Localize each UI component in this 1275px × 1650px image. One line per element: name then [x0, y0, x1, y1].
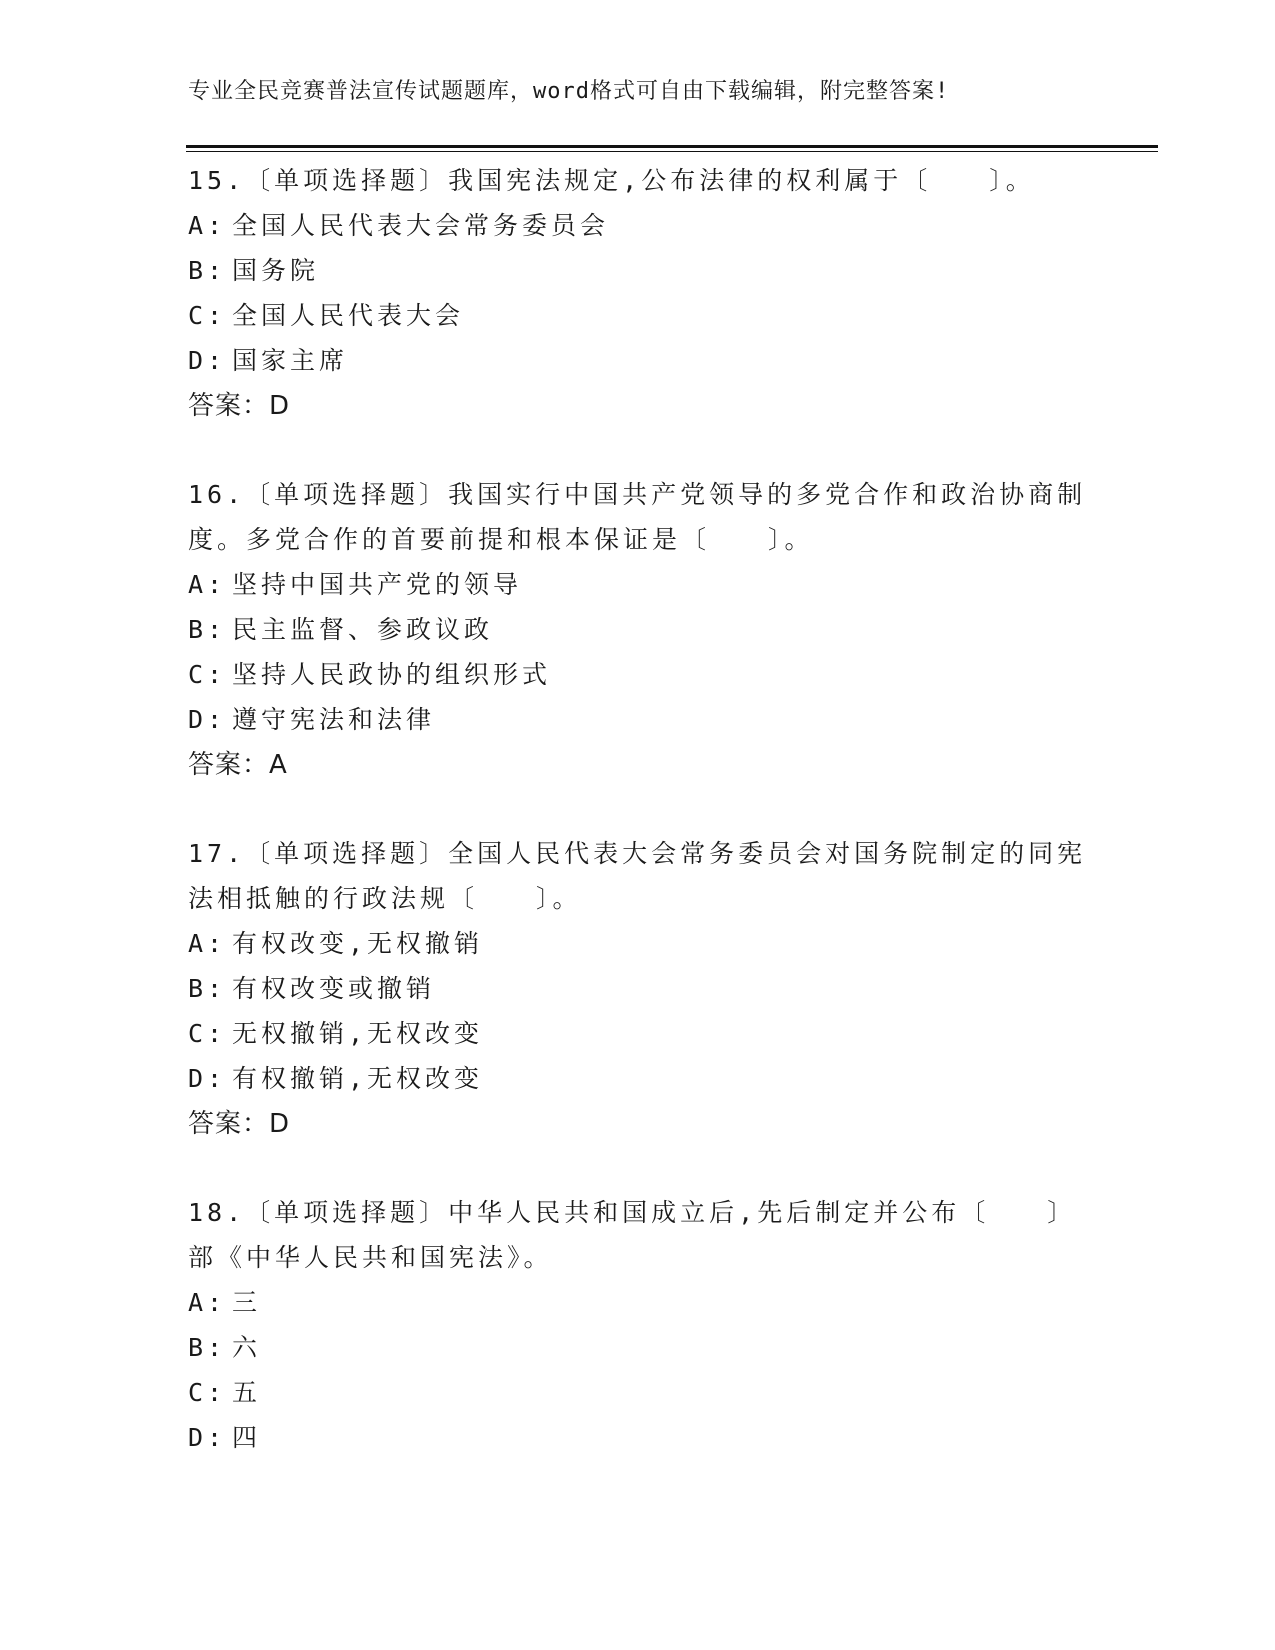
option-text: 无权撤销,无权改变 [232, 1019, 484, 1048]
question-stem: 15.〔单项选择题〕我国宪法规定,公布法律的权利属于〔 〕。 [188, 166, 1035, 195]
option-d [188, 1415, 1088, 1460]
option-a [188, 562, 1088, 607]
option-letter: A: [188, 570, 227, 599]
option-letter: C: [188, 660, 227, 689]
option-letter: D: [188, 1064, 227, 1093]
option-d [188, 697, 1088, 742]
page-header: 专业全民竞赛普法宣传试题题库，word格式可自由下载编辑，附完整答案! [188, 79, 950, 104]
option-c [188, 1011, 1088, 1056]
option-d [188, 1056, 1088, 1101]
option-letter: D: [188, 1423, 227, 1452]
option-letter: C: [188, 1378, 227, 1407]
question-16 [188, 472, 1088, 788]
option-text: 三 [232, 1288, 262, 1317]
question-stem: 16.〔单项选择题〕我国实行中国共产党领导的多党合作和政治协商制度。多党合作的首要前提和根本保证是〔 〕。 [188, 480, 1087, 554]
option-text: 全国人民代表大会 [232, 301, 465, 330]
option-text: 坚持人民政协的组织形式 [232, 660, 552, 689]
option-letter: C: [188, 1019, 227, 1048]
option-text: 六 [232, 1333, 262, 1362]
option-c [188, 1370, 1088, 1415]
option-text: 民主监督、参政议政 [232, 615, 494, 644]
option-letter: D: [188, 346, 227, 375]
option-c [188, 652, 1088, 697]
option-text: 全国人民代表大会常务委员会 [232, 211, 610, 240]
answer-line: 答案：D [188, 391, 291, 421]
question-stem: 17.〔单项选择题〕全国人民代表大会常务委员会对国务院制定的同宪法相抵触的行政法规〔 〕。 [188, 839, 1087, 913]
answer-line: 答案：D [188, 1109, 291, 1139]
option-text: 有权改变或撤销 [232, 974, 436, 1003]
option-text: 遵守宪法和法律 [232, 705, 436, 734]
option-b [188, 1325, 1088, 1370]
option-letter: A: [188, 929, 227, 958]
option-letter: C: [188, 301, 227, 330]
question-stem: 18.〔单项选择题〕中华人民共和国成立后,先后制定并公布〔 〕部《中华人民共和国宪法》。 [188, 1198, 1077, 1272]
option-text: 坚持中国共产党的领导 [232, 570, 523, 599]
question-17 [188, 831, 1088, 1147]
option-text: 国务院 [232, 256, 320, 285]
option-text: 有权改变,无权撤销 [232, 929, 484, 958]
option-text: 五 [232, 1378, 262, 1407]
option-letter: B: [188, 615, 227, 644]
option-a [188, 1280, 1088, 1325]
header-rule-thin [186, 151, 1158, 152]
option-letter: A: [188, 1288, 227, 1317]
option-letter: D: [188, 705, 227, 734]
option-letter: B: [188, 1333, 227, 1362]
option-a [188, 921, 1088, 966]
question-15 [188, 158, 1088, 429]
option-letter: A: [188, 211, 227, 240]
option-c [188, 293, 1088, 338]
question-list [188, 158, 1088, 1503]
header-rule-thick [186, 145, 1158, 148]
option-letter: B: [188, 974, 227, 1003]
option-b [188, 248, 1088, 293]
question-18 [188, 1190, 1088, 1460]
option-letter: B: [188, 256, 227, 285]
option-d [188, 338, 1088, 383]
option-text: 有权撤销,无权改变 [232, 1064, 484, 1093]
option-a [188, 203, 1088, 248]
option-b [188, 966, 1088, 1011]
option-text: 四 [232, 1423, 262, 1452]
answer-line: 答案：A [188, 750, 288, 780]
option-text: 国家主席 [232, 346, 349, 375]
option-b [188, 607, 1088, 652]
